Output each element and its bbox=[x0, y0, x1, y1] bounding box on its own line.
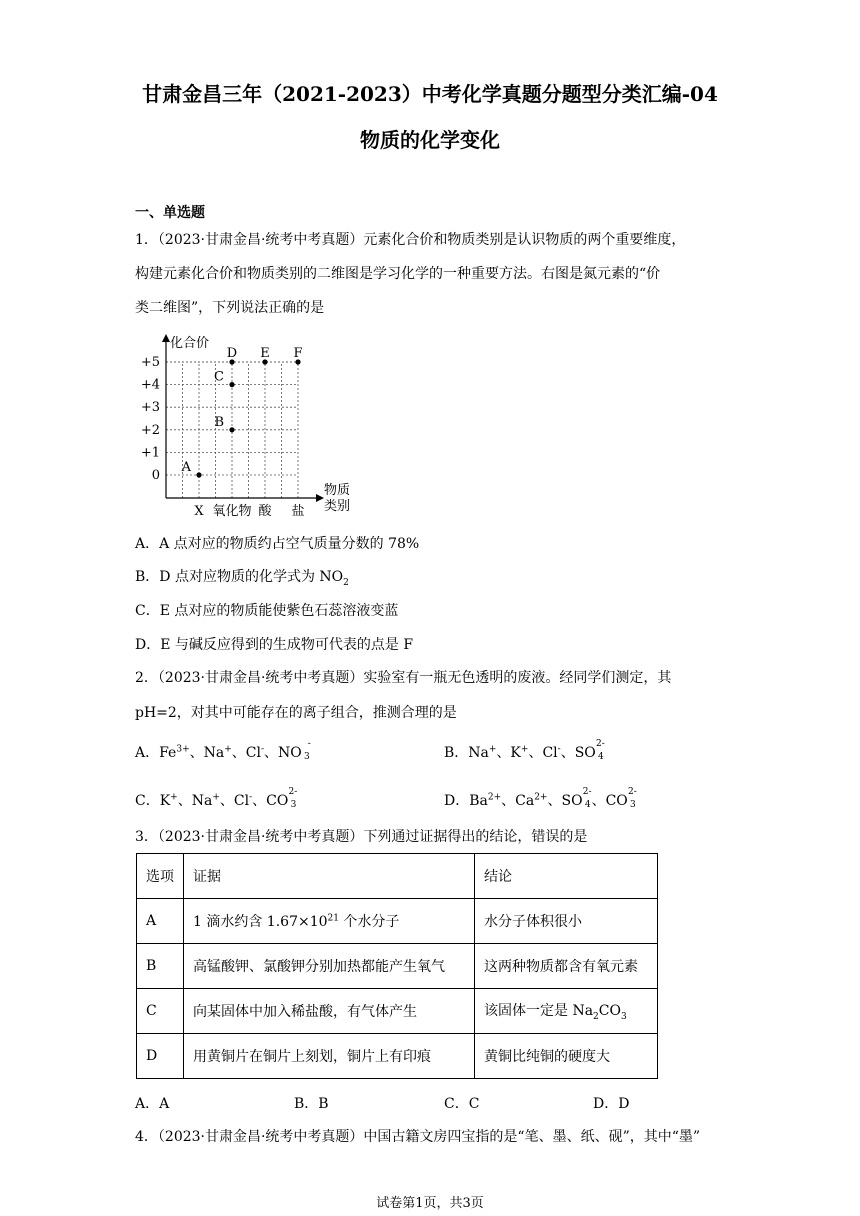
x-axis-label-1: 物质 bbox=[324, 483, 351, 498]
q2-line2: pH=2，对其中可能存在的离子组合，推测合理的是 bbox=[135, 705, 457, 721]
x-tick-label: 盐 bbox=[291, 504, 305, 519]
point-label: A bbox=[181, 460, 191, 475]
row-evidence: 向某固体中加入稀盐酸，有气体产生 bbox=[184, 989, 475, 1034]
y-tick-label: +4 bbox=[140, 377, 160, 393]
x-tick-label: X bbox=[194, 504, 204, 519]
row-conclusion: 黄铜比纯铜的硬度大 bbox=[475, 1034, 658, 1079]
row-conclusion: 这两种物质都含有氧元素 bbox=[475, 944, 658, 989]
y-tick-label: +5 bbox=[140, 355, 160, 370]
doc-title-line2: 物质的化学变化 bbox=[360, 128, 500, 152]
row-option: C bbox=[137, 989, 184, 1034]
q4-line1: 4．（2023·甘肃金昌·统考中考真题）中国古籍文房四宝指的是“笔、墨、纸、砚”，其中“墨” bbox=[135, 1129, 701, 1145]
y-axis-label: 化合价 bbox=[170, 336, 210, 351]
data-point bbox=[229, 382, 234, 387]
point-label: F bbox=[293, 346, 303, 361]
doc-title-line1: 甘肃金昌三年（2021-2023）中考化学真题分题型分类汇编-04 bbox=[142, 82, 718, 106]
row-evidence: 1 滴水约含 $1.67\times 10^{21}$ 个水分子 bbox=[184, 899, 475, 944]
row-evidence: 高锰酸钾、氯酸钾分别加热都能产生氧气 bbox=[184, 944, 475, 989]
section-heading: 一、单选题 bbox=[135, 205, 205, 221]
point-label: E bbox=[260, 346, 270, 361]
x-tick-label: 酸 bbox=[258, 504, 272, 519]
q2-line1: 2．（2023·甘肃金昌·统考中考真题）实验室有一瓶无色透明的废液。经同学们测定，其 bbox=[135, 670, 672, 686]
row-evidence: 用黄铜片在铜片上刻划，铜片上有印痕 bbox=[184, 1034, 475, 1079]
row-conclusion: 水分子体积很小 bbox=[475, 899, 658, 944]
header-option: 选项 bbox=[137, 854, 184, 899]
x-tick-label: 氧化物 bbox=[212, 504, 252, 519]
q3-choice-a: A．A bbox=[135, 1096, 170, 1112]
table-row bbox=[137, 899, 658, 944]
q2-option-b: B．Na+、K+、Cl-、SO 2- 4 bbox=[444, 739, 605, 762]
point-label: D bbox=[226, 346, 238, 361]
q1-option-c: C．E 点对应的物质能使紫色石蕊溶液变蓝 bbox=[135, 603, 399, 619]
row-option: B bbox=[137, 944, 184, 989]
table-row bbox=[137, 944, 658, 989]
y-tick-label: +3 bbox=[140, 400, 160, 416]
table-row bbox=[137, 989, 658, 1034]
evidence-table bbox=[136, 853, 658, 1079]
q1-line1: 1．（2023·甘肃金昌·统考中考真题）元素化合价和物质类别是认识物质的两个重要维度， bbox=[135, 232, 686, 248]
q1-line2: 构建元素化合价和物质类别的二维图是学习化学的一种重要方法。右图是氮元素的“价 bbox=[135, 266, 661, 282]
header-conclusion: 结论 bbox=[475, 854, 658, 899]
row-conclusion: 该固体一定是 $Na_2CO_3$ bbox=[475, 989, 658, 1034]
page-footer: 试卷第1页，共3页 bbox=[376, 1196, 484, 1211]
point-label: C bbox=[214, 369, 224, 385]
valence-chart bbox=[140, 328, 370, 520]
y-tick-label: +1 bbox=[140, 445, 160, 461]
q1-option-b: B．D 点对应物质的化学式为 $NO_2$ bbox=[135, 569, 349, 588]
table-header-row bbox=[137, 854, 658, 899]
data-point bbox=[229, 427, 234, 432]
data-point bbox=[196, 472, 201, 477]
row-option: D bbox=[137, 1034, 184, 1079]
row-option: A bbox=[137, 899, 184, 944]
q1-line3: 类二维图”，下列说法正确的是 bbox=[135, 300, 325, 316]
q3-choice-c: C．C bbox=[444, 1096, 480, 1112]
q2-option-d: D．$Ba^{2+}$、$Ca^{2+}$、SO 2- 4 、CO 2- 3 bbox=[444, 787, 637, 810]
q3-line1: 3．（2023·甘肃金昌·统考中考真题）下列通过证据得出的结论，错误的是 bbox=[135, 829, 588, 845]
q3-choice-d: D．D bbox=[593, 1096, 630, 1112]
q1-option-d: D．E 与碱反应得到的生成物可代表的点是 F bbox=[135, 637, 414, 653]
x-axis-label-2: 类别 bbox=[324, 499, 351, 514]
q2-option-c: C．K+、Na+、Cl-、CO 2- 3 bbox=[135, 787, 298, 810]
point-label: B bbox=[214, 414, 224, 430]
table-row bbox=[137, 1034, 658, 1079]
q2-option-a: A．$Fe^{3+}$、Na+、Cl-、NO - 3 bbox=[135, 739, 311, 762]
q3-choice-b: B．B bbox=[294, 1096, 329, 1112]
header-evidence: 证据 bbox=[184, 854, 475, 899]
y-tick-label: 0 bbox=[151, 468, 160, 483]
y-tick-label: +2 bbox=[140, 422, 160, 438]
q1-option-a: A．A 点对应的物质约占空气质量分数的 78% bbox=[135, 536, 420, 552]
